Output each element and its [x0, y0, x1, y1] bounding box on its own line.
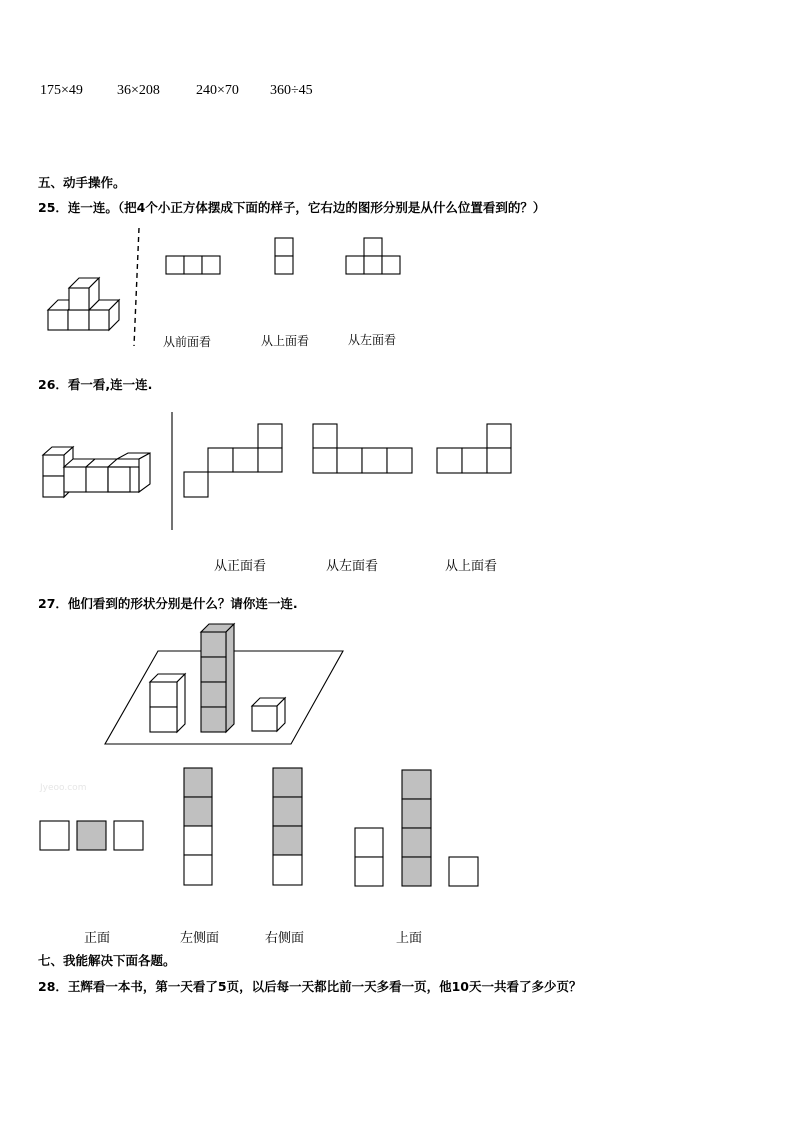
q27-watermark: Jyeoo.com	[40, 783, 87, 793]
q27-label-top: 上面	[396, 931, 423, 946]
q27-option-combined[interactable]	[355, 770, 478, 886]
q28-text: 28．王辉看一本书，第一天看了5页，以后每一天都比前一天多看一页，他10天一共看了多少页？	[38, 979, 582, 994]
q27-stack-two	[150, 674, 185, 732]
section7-title: 七、我能解决下面各题。	[38, 953, 176, 968]
q27-option-column-a[interactable]	[184, 768, 212, 885]
q27-option-column-b[interactable]	[273, 768, 302, 885]
q27-single-cube	[252, 698, 285, 731]
calc-item-1: 175×49	[40, 83, 83, 98]
q25-label-front: 从前面看	[163, 335, 212, 349]
q27-label-right-side: 右侧面	[265, 931, 305, 946]
calc-item-4: 360÷45	[270, 83, 313, 98]
q27-text: 27．他们看到的形状分别是什么？请你连一连.	[38, 596, 298, 611]
calc-item-3: 240×70	[196, 83, 239, 98]
q26-label-left: 从左面看	[326, 559, 379, 574]
q27-stack-four	[201, 624, 234, 732]
q27-label-front: 正面	[84, 931, 111, 946]
q26-label-front: 从正面看	[214, 559, 267, 574]
q27-label-left-side: 左侧面	[180, 931, 220, 946]
calc-item-2: 36×208	[117, 83, 160, 98]
q26-text: 26．看一看,连一连.	[38, 377, 153, 392]
q27-option-row[interactable]	[40, 821, 143, 850]
section5-title: 五、动手操作。	[38, 175, 126, 190]
q25-label-left: 从左面看	[348, 333, 397, 347]
q26-label-top: 从上面看	[445, 559, 498, 574]
q25-text: 25．连一连。（把4个小正方体摆成下面的样子，它右边的图形分别是从什么位置看到的？）	[38, 200, 546, 215]
q25-label-top: 从上面看	[261, 334, 310, 348]
